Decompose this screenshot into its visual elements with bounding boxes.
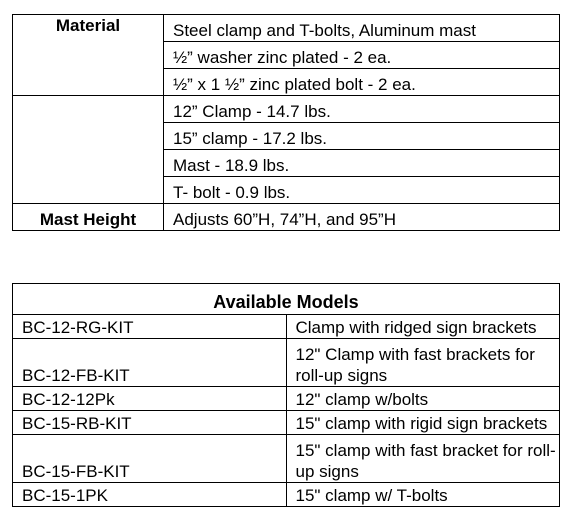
model-number: BC-15-FB-KIT bbox=[13, 435, 287, 483]
table-row bbox=[13, 411, 560, 435]
weight-value: T- bolt - 0.9 lbs. bbox=[164, 177, 560, 204]
model-description: 15" clamp with rigid sign brackets bbox=[286, 411, 560, 435]
table-row bbox=[13, 15, 560, 42]
table-row bbox=[13, 483, 560, 507]
model-number: BC-15-RB-KIT bbox=[13, 411, 287, 435]
model-description: Clamp with ridged sign brackets bbox=[286, 315, 560, 339]
weight-value: 15” clamp - 17.2 lbs. bbox=[164, 123, 560, 150]
mast-height-label: Mast Height bbox=[13, 204, 164, 231]
material-value: Steel clamp and T-bolts, Aluminum mast bbox=[164, 15, 560, 42]
table-row bbox=[13, 204, 560, 231]
table-row bbox=[13, 96, 560, 123]
specifications-table bbox=[12, 14, 560, 231]
model-description: 15" clamp with fast bracket for roll-up signs bbox=[286, 435, 560, 483]
material-value: ½” x 1 ½” zinc plated bolt - 2 ea. bbox=[164, 69, 560, 96]
model-number: BC-12-FB-KIT bbox=[13, 339, 287, 387]
model-number: BC-15-1PK bbox=[13, 483, 287, 507]
material-value: ½” washer zinc plated - 2 ea. bbox=[164, 42, 560, 69]
material-label: Material bbox=[13, 15, 164, 96]
table-header-row bbox=[13, 284, 560, 315]
available-models-table bbox=[12, 283, 560, 507]
model-number: BC-12-12Pk bbox=[13, 387, 287, 411]
table-row bbox=[13, 315, 560, 339]
weight-label-cell bbox=[13, 96, 164, 204]
weight-value: Mast - 18.9 lbs. bbox=[164, 150, 560, 177]
model-description: 12" clamp w/bolts bbox=[286, 387, 560, 411]
mast-height-value: Adjusts 60”H, 74”H, and 95”H bbox=[164, 204, 560, 231]
model-number: BC-12-RG-KIT bbox=[13, 315, 287, 339]
weight-value: 12” Clamp - 14.7 lbs. bbox=[164, 96, 560, 123]
models-title: Available Models bbox=[13, 284, 560, 315]
table-row bbox=[13, 387, 560, 411]
model-description: 15" clamp w/ T-bolts bbox=[286, 483, 560, 507]
model-description: 12" Clamp with fast brackets for roll-up signs bbox=[286, 339, 560, 387]
table-row bbox=[13, 435, 560, 483]
table-row bbox=[13, 339, 560, 387]
